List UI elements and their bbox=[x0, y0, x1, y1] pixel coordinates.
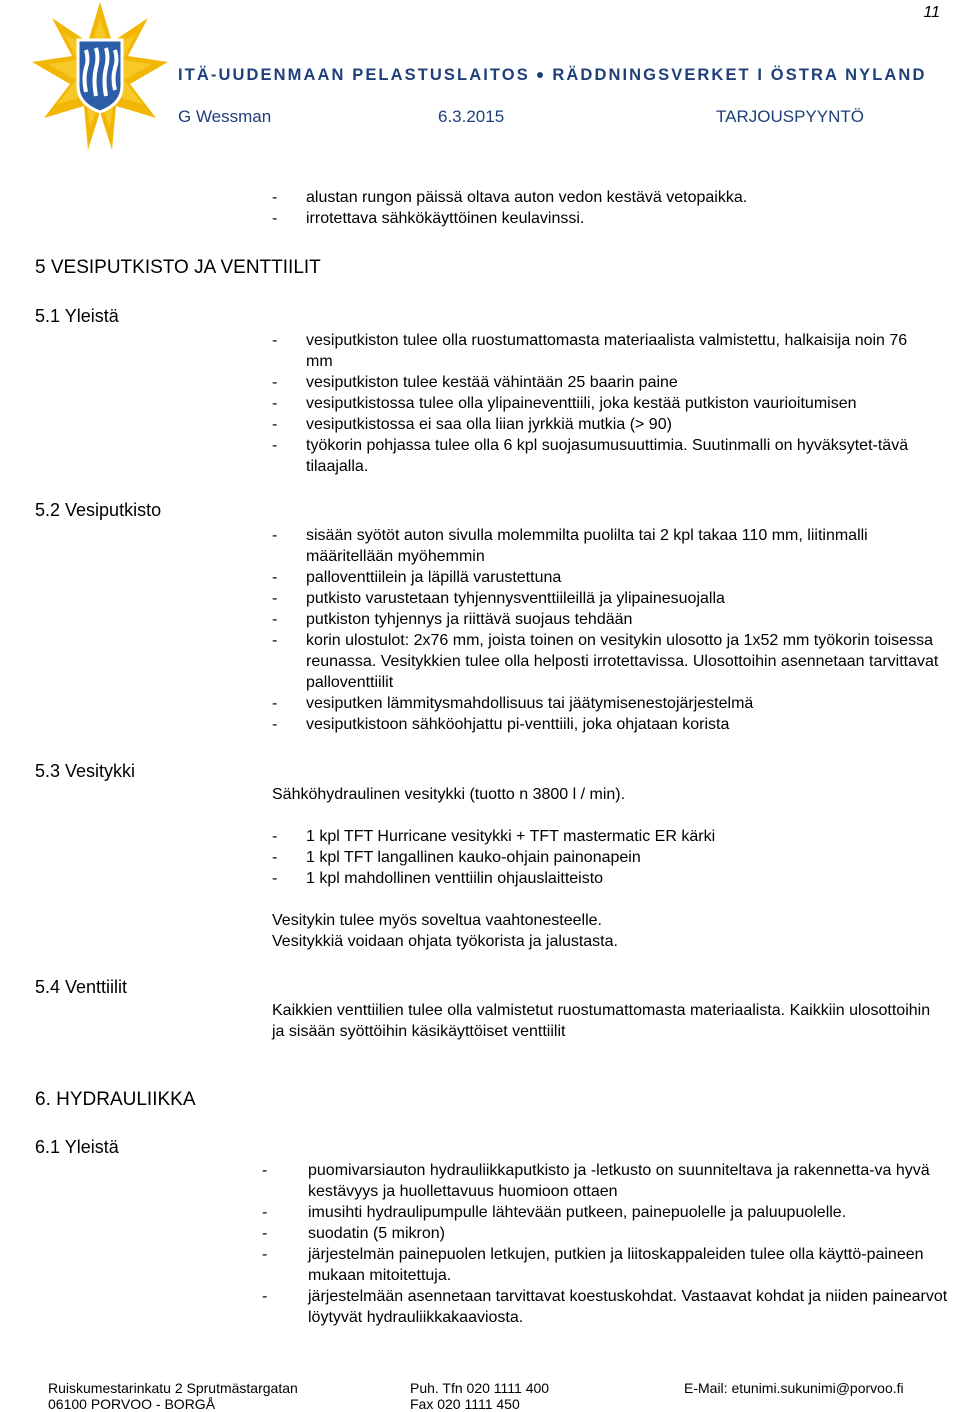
list-item: - alustan rungon päissä oltava auton vedon kestävä vetopaikka. bbox=[272, 187, 932, 208]
header-date: 6.3.2015 bbox=[438, 107, 505, 126]
list-item: - korin ulostulot: 2x76 mm, joista toinen on vesitykin ulosotto ja 1x52 mm työkorin toisessa reunassa. Vesitykkien tulee olla helposti irrotettavissa. Ulosottoihin asennetaan tarvittavat palloventtiilit bbox=[272, 630, 942, 693]
note-line: Vesitykin tulee myös soveltua vaahtonesteelle. bbox=[272, 912, 602, 929]
list-item: - järjestelmään asennetaan tarvittavat koestuskohdat. Vastaavat kohdat ja niiden painearvot löytyvät hydrauliikkakaaviosta. bbox=[262, 1286, 954, 1328]
list-item: - 1 kpl TFT langallinen kauko-ohjain painonapein bbox=[272, 847, 942, 868]
separator-dot-icon: ● bbox=[535, 66, 547, 82]
section-5-1-list bbox=[272, 330, 936, 477]
section-6-1-list bbox=[262, 1160, 954, 1328]
list-item: - suodatin (5 mikron) bbox=[262, 1223, 954, 1244]
list-item: - 1 kpl mahdollinen venttiilin ohjauslaitteisto bbox=[272, 868, 942, 889]
page-number: 11 bbox=[923, 4, 940, 21]
list-item: - vesiputkiston tulee olla ruostumattomasta materiaalista valmistettu, halkaisija noin 76 mm bbox=[272, 330, 936, 372]
section-5-1-heading: 5.1 Yleistä bbox=[35, 306, 119, 326]
organization-name-sv: RÄDDNINGSVERKET I ÖSTRA NYLAND bbox=[552, 66, 927, 84]
note-line: Vesitykkiä voidaan ohjata työkorista ja jalustasta. bbox=[272, 933, 618, 950]
section-5-2-heading: 5.2 Vesiputkisto bbox=[35, 500, 162, 520]
list-item: - irrotettava sähkökäyttöinen keulavinssi. bbox=[272, 208, 932, 229]
organization-name-fi: ITÄ-UUDENMAAN PELASTUSLAITOS bbox=[178, 66, 530, 84]
section-5-3-heading: 5.3 Vesitykki bbox=[35, 761, 136, 781]
section-5-heading: 5 VESIPUTKISTO JA VENTTIILIT bbox=[35, 257, 321, 278]
organization-title bbox=[178, 66, 926, 85]
section-5-2-list bbox=[272, 525, 942, 735]
list-item: - vesiputkistossa ei saa olla liian jyrkkiä mutkia (> 90) bbox=[272, 414, 936, 435]
list-item: - työkorin pohjassa tulee olla 6 kpl suojasumusuuttimia. Suutinmalli on hyväksytet-tävä tilaajalla. bbox=[272, 435, 936, 477]
footer-phone: Puh. Tfn 020 1111 400 bbox=[410, 1380, 550, 1396]
footer-address-line: Ruiskumestarinkatu 2 Sprutmästargatan bbox=[48, 1380, 298, 1396]
footer-address bbox=[48, 1380, 298, 1412]
rescue-department-logo bbox=[30, 0, 170, 160]
list-item: - vesiputken lämmitysmahdollisuus tai jäätymisenestojärjestelmä bbox=[272, 693, 942, 714]
section-5-3-intro: Sähköhydraulinen vesitykki (tuotto n 3800 l / min). bbox=[272, 786, 626, 803]
section-5-4-heading: 5.4 Venttiilit bbox=[35, 977, 128, 997]
list-item: - vesiputkiston tulee kestää vähintään 25 baarin paine bbox=[272, 372, 936, 393]
list-item: - imusihti hydraulipumpulle lähtevään putkeen, painepuolelle ja paluupuolelle. bbox=[262, 1202, 954, 1223]
section-5-4-text: Kaikkien venttiilien tulee olla valmistetut ruostumattomasta materiaalista. Kaikkiin ulosottoihin ja sisään syöttöihin käsikäyttöiset venttiilit bbox=[272, 1002, 931, 1040]
list-item: - järjestelmän painepuolen letkujen, putkien ja liitoskappaleiden tulee olla käyttö-paineen mukaan mitoitettuja. bbox=[262, 1244, 954, 1286]
list-item: - 1 kpl TFT Hurricane vesitykki + TFT mastermatic ER kärki bbox=[272, 826, 942, 847]
footer-contact bbox=[410, 1380, 549, 1412]
list-item: - vesiputkistoon sähköohjattu pi-venttiili, joka ohjataan korista bbox=[272, 714, 942, 735]
section-5-3-note bbox=[272, 910, 942, 952]
water-waves-shield-icon bbox=[78, 40, 122, 112]
list-item: - puomivarsiauton hydrauliikkaputkisto ja -letkusto on suunniteltava ja rakennetta-va hyvä kestävyys ja huollettavuus huomioon ottaen bbox=[262, 1160, 954, 1202]
list-item: - vesiputkistossa tulee olla ylipaineventtiili, joka kestää putkiston vaurioitumisen bbox=[272, 393, 936, 414]
header-document-type: TARJOUSPYYNTÖ bbox=[716, 107, 864, 126]
list-item: - sisään syötöt auton sivulla molemmilta puolilta tai 2 kpl takaa 110 mm, liitinmalli määritellään myöhemmin bbox=[272, 525, 942, 567]
footer-address-line: 06100 PORVOO - BORGÅ bbox=[48, 1396, 216, 1412]
list-item: - palloventtiilein ja läpillä varustettuna bbox=[272, 567, 942, 588]
footer-email: E-Mail: etunimi.sukunimi@porvoo.fi bbox=[684, 1380, 904, 1396]
header-author: G Wessman bbox=[178, 107, 272, 126]
list-item: - putkiston tyhjennys ja riittävä suojaus tehdään bbox=[272, 609, 942, 630]
section-5-3-list bbox=[272, 826, 942, 889]
list-item: - putkisto varustetaan tyhjennysventtiileillä ja ylipainesuojalla bbox=[272, 588, 942, 609]
section-6-1-heading: 6.1 Yleistä bbox=[35, 1137, 119, 1157]
footer-fax: Fax 020 1111 450 bbox=[410, 1396, 520, 1412]
section-6-heading: 6. HYDRAULIIKKA bbox=[35, 1089, 196, 1110]
intro-list bbox=[272, 187, 932, 229]
